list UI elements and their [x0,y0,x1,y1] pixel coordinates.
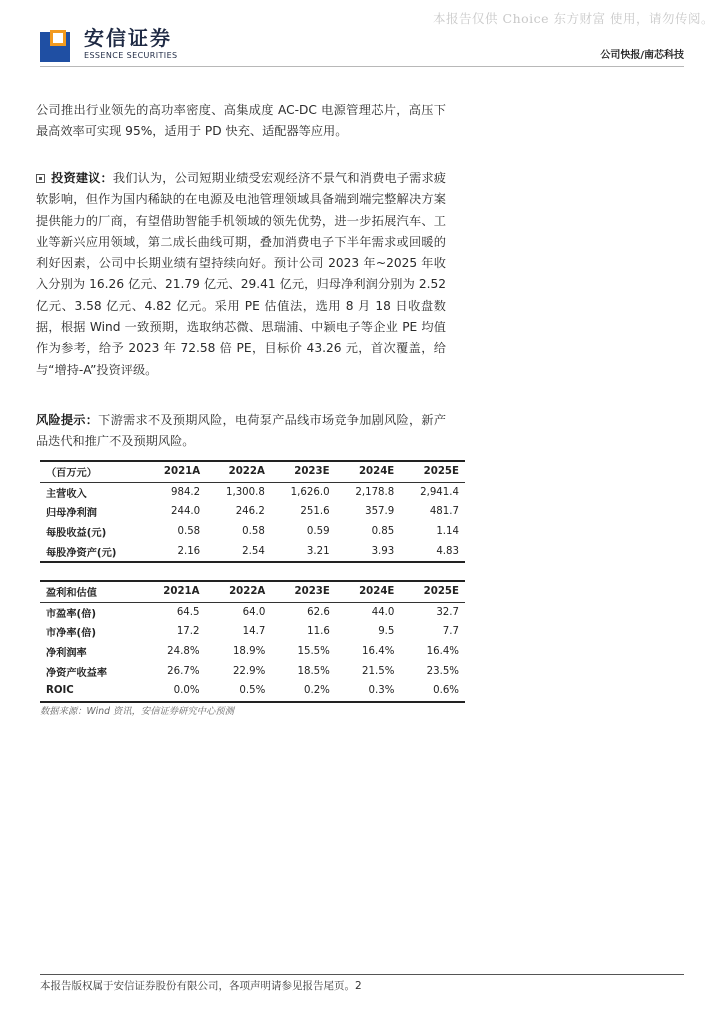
table-header-cell: 2024E [336,581,401,602]
table-cell: 0.0% [173,685,200,697]
table-cell: 481.7 [429,506,459,518]
table-cell: 18.5% [297,665,330,677]
table-cell: 1,300.8 [225,486,265,498]
table-cell: 21.5% [362,665,395,677]
table-cell: 9.5 [378,626,395,638]
row-label: 市净率(倍) [46,628,97,640]
table-row [40,522,465,542]
table-cell: 16.4% [362,646,395,658]
table-cell: 244.0 [170,506,201,518]
table-row [40,642,465,662]
table-cell: 0.85 [371,526,395,538]
table-cell: 4.83 [436,545,459,557]
table-cell: 0.2% [303,685,330,697]
table-cell: 7.7 [442,626,459,638]
table-cell: 15.5% [297,646,330,658]
table-cell: 64.5 [176,606,200,618]
table-header-cell: 2021A [145,461,206,482]
investment-advice-lead: 投资建议： [51,171,113,185]
data-source-note: 数据来源：Wind 资讯，安信证券研究中心预测 [40,706,234,717]
table-cell: 1,626.0 [290,486,330,498]
logo-english-name: ESSENCE SECURITIES [84,50,178,60]
table-cell: 32.7 [436,606,459,618]
table-cell: 18.9% [232,646,266,658]
row-label: ROIC [46,685,74,697]
table-cell: 0.59 [306,526,330,538]
company-logo [40,24,178,62]
table-row [40,502,465,522]
table-cell: 11.6 [307,626,330,638]
row-label: 净资产收益率 [46,667,108,679]
table-header-cell: 2023E [271,461,336,482]
risk-paragraph [36,410,446,453]
table-row [40,681,465,702]
table-cell: 1.14 [436,526,459,538]
table-row [40,661,465,681]
table-header-row [40,461,465,482]
table-cell: 17.2 [176,626,200,638]
profitability-valuation-table [40,580,465,703]
row-label: 主营收入 [46,488,87,500]
table-cell: 0.3% [368,685,395,697]
table-header-cell: 2023E [271,581,336,602]
risk-body: 下游需求不及预期风险，电荷泵产品线市场竞争加剧风险，新产品迭代和推广不及预期风险。 [36,413,447,449]
table-cell: 23.5% [426,665,459,677]
row-label: 市盈率(倍) [46,608,97,620]
table-cell: 16.4% [426,646,459,658]
watermark-text: 本报告仅供 Choice 东方财富 使用，请勿传阅。 [433,11,714,26]
table-cell: 62.6 [307,606,330,618]
table-row [40,622,465,642]
table-row [40,541,465,562]
table-cell: 0.6% [433,685,459,697]
table-cell: 44.0 [371,606,395,618]
table-cell: 251.6 [300,506,330,518]
table-cell: 3.93 [371,545,395,557]
product-paragraph: 公司推出行业领先的高功率密度、高集成度 AC-DC 电源管理芯片，高压下最高效率可实现 95%，适用于 PD 快充、适配器等应用。 [36,103,446,139]
table-header-cell: 2025E [400,461,465,482]
table-header-cell: 2024E [336,461,401,482]
investment-advice-body: 我们认为，公司短期业绩受宏观经济不景气和消费电子需求疲软影响，但作为国内稀缺的在电源及电池管理领域具备端到端完整解决方案提供能力的厂商，有望借助智能手机领域的领先优势，进一步拓展汽车、工业等新兴应用领域，第二成长曲线可期，叠加消费电子下半年需求或回暖的利好因素，公司中长期业绩有望持续向好。预计公司 2023 年~2025 年收入分别为 16.26 亿元、21.79 亿元、29.41 亿元，归母净利润分别为 2.52 亿元、3.58 亿元、4.82 亿元。采用 PE 估值法，选用 8 月 18 日收盘数据，根据 Wind 一致预期，选取纳芯微、思瑞浦、中颖电子等企业 PE 均值作为参考，给予 2023 年 72.58 倍 PE，目标价 43.26 元，首次覆盖，给与“增持-A”投资评级。 [36,171,446,377]
row-label: 归母净利润 [46,508,97,520]
report-type-tag: 公司快报/南芯科技 [600,50,684,61]
table-cell: 3.21 [306,545,330,557]
table-header-cell: 2022A [206,581,272,602]
table-cell: 246.2 [235,506,265,518]
table-header-cell: （百万元） [40,461,145,482]
table-cell: 0.58 [242,526,265,538]
row-label: 净利润率 [46,648,87,660]
row-label: 每股收益(元) [46,528,107,540]
row-label: 每股净资产(元) [46,547,117,559]
table-cell: 26.7% [167,665,200,677]
table-cell: 984.2 [170,486,201,498]
square-bullet-icon [36,174,45,183]
table-cell: 64.0 [242,606,266,618]
table-cell: 0.5% [239,685,266,697]
table-cell: 22.9% [232,665,266,677]
risk-lead: 风险提示： [36,413,99,427]
table-cell: 14.7 [242,626,266,638]
table-cell: 2,941.4 [420,486,459,498]
financial-summary-table [40,460,465,563]
table-row [40,602,465,622]
table-header-row [40,581,465,602]
table-row [40,482,465,502]
table-header-cell: 2022A [206,461,271,482]
logo-chinese-name: 安信证券 [84,25,172,50]
table-cell: 2.54 [242,545,265,557]
table-cell: 0.58 [177,526,201,538]
table-cell: 357.9 [365,506,395,518]
header-divider [40,66,684,67]
table-cell: 24.8% [167,646,200,658]
logo-mark-icon [40,24,76,62]
table-cell: 2.16 [177,545,201,557]
table-cell: 2,178.8 [355,486,395,498]
table-header-cell: 2025E [400,581,465,602]
footer-disclaimer: 本报告版权属于安信证券股份有限公司，各项声明请参见报告尾页。2 [40,980,362,992]
footer-divider [40,974,684,975]
investment-advice-paragraph [36,168,446,381]
table-header-cell: 2021A [140,581,206,602]
table-header-cell: 盈利和估值 [40,581,140,602]
